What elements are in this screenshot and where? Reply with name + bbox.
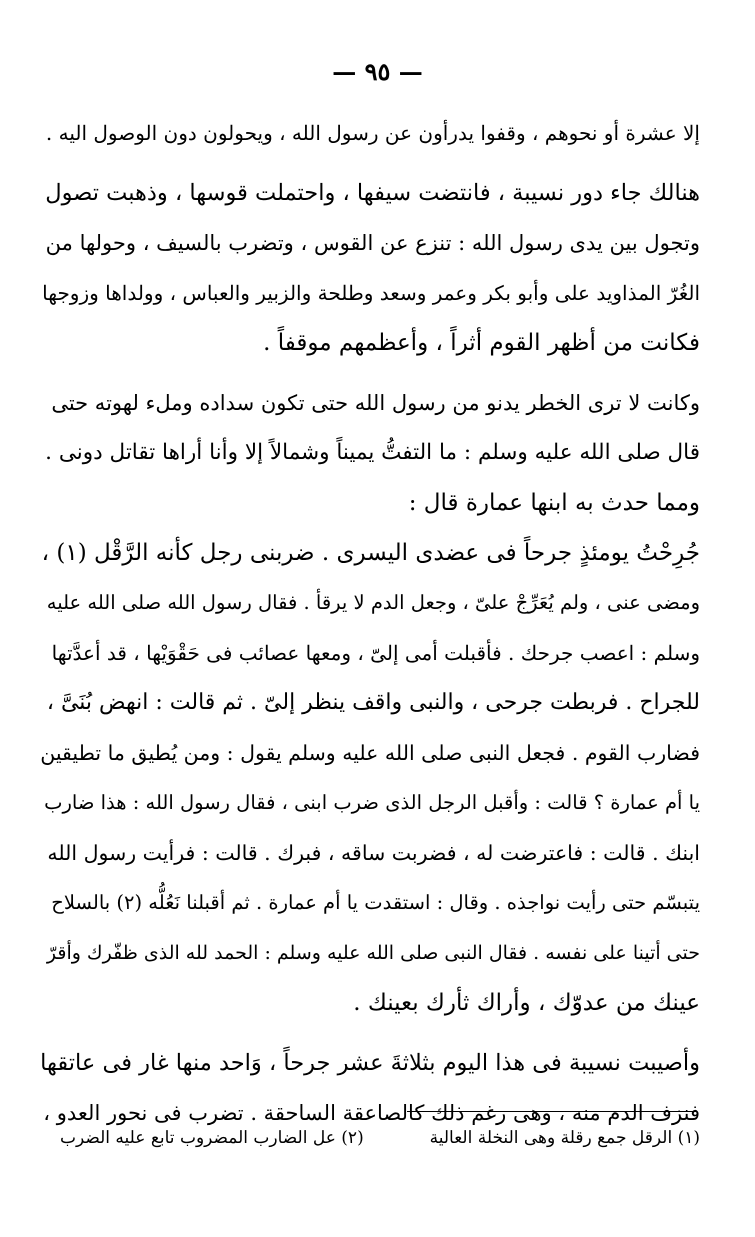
page-number: — ٩٥ — (332, 57, 423, 86)
text-line: حتى أتينا على نفسه . فقال النبى صلى الله عليه وسلم : الحمد لله الذى ظفّرك وأقرّ (46, 942, 700, 964)
text-line: عينك من عدوّك ، وأراك ثأرك بعينك . (353, 990, 700, 1016)
text-line: قال صلى الله عليه وسلم : ما التفتُّ يميناً وشمالاً إلا وأنا أراها تقاتل دونى . (45, 440, 700, 465)
text-line: هنالك جاء دور نسيبة ، فانتضت سيفها ، واحتملت قوسها ، وذهبت تصول (45, 180, 700, 206)
footnote-divider (407, 1111, 697, 1112)
body-text (40, 108, 700, 1138)
text-line: فضارب القوم . فجعل النبى صلى الله عليه وسلم يقول : ومن يُطيق ما تطيقين (40, 741, 700, 765)
text-line: ومضى عنى ، ولم يُعَرِّجْ علىّ ، وجعل الدم لا يرقأ . فقال رسول الله صلى الله عليه (46, 591, 700, 614)
text-line: وتجول بين يدى رسول الله : تنزع عن القوس ، وتضرب بالسيف ، وحولها من (45, 231, 700, 255)
text-line: وكانت لا ترى الخطر يدنو من رسول الله حتى تكون سداده وملء لهوته حتى (51, 391, 700, 415)
footnotes (60, 1120, 700, 1156)
text-line: يتبسّم حتى رأيت نواجذه . وقال : استقدت يا أم عمارة . ثم أقبلنا نَعُلُّه (٢) بالسلاح (51, 891, 700, 914)
text-line: الغُرّ المذاويد على وأبو بكر وعمر وسعد وطلحة والزبير والعباس ، وولداها وزوجها (42, 281, 700, 305)
text-line: وأصيبت نسيبة فى هذا اليوم بثلاثةَ عشر جرحاً ، وَاحد منها غار فى عاتقها (40, 1050, 700, 1076)
footnote-1: (١) الرقل جمع رقلة وهى النخلة العالية (429, 1128, 700, 1148)
text-line: فنزف الدم منه ، وهى رغم ذلك كالصاعقة الساحقة . تضرب فى نحور العدو ، (43, 1101, 700, 1125)
footnote-2: (٢) عل الضارب المضروب تابع عليه الضرب (60, 1128, 364, 1148)
text-line: للجراح . فربطت جرحى ، والنبى واقف ينظر إلىّ . ثم قالت : انهض بُنَىَّ ، (46, 690, 700, 715)
text-line: يا أم عمارة ؟ قالت : وأقبل الرجل الذى ضرب ابنى ، فقال رسول الله : هذا ضارب (44, 791, 700, 814)
text-line: إلا عشرة أو نحوهم ، وقفوا يدرأون عن رسول الله ، ويحولون دون الوصول اليه . (45, 121, 700, 145)
text-line: وسلم : اعصب جرحك . فأقبلت أمى إلىّ ، ومعها عصائب فى حَقْوَيْها ، قد أعدَّتها (51, 641, 700, 665)
text-line: ومما حدث به ابنها عمارة قال : (408, 490, 700, 516)
text-line: فكانت من أظهر القوم أثراً ، وأعظمهم موقفاً . (263, 330, 700, 356)
text-line: جُرِحْتُ يومئذٍ جرحاً فى عضدى اليسرى . ضربنى رجل كأنه الرَّقْل (١) ، (41, 540, 700, 566)
text-line: ابنك . قالت : فاعترضت له ، فضربت ساقه ، فبرك . قالت : فرأيت رسول الله (47, 841, 700, 865)
